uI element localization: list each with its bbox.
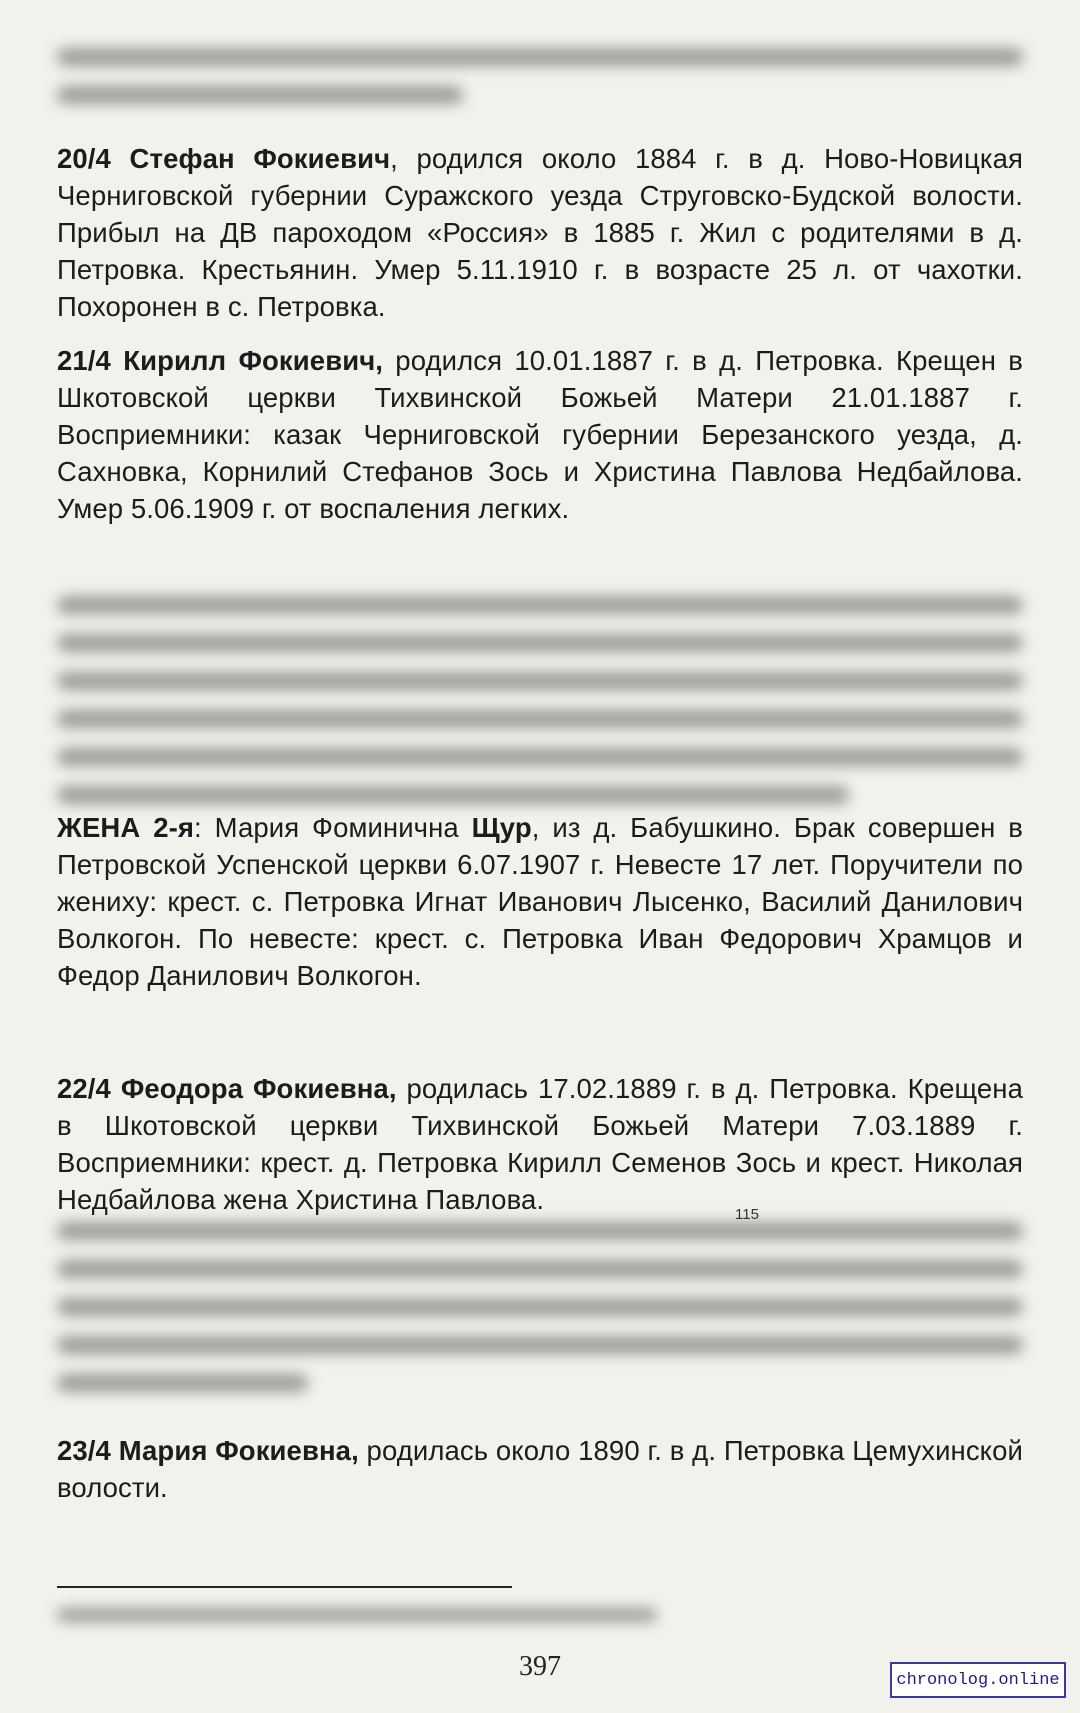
blurred-paragraph-wife1 [57,596,1023,824]
entry-heading: 21/4 Кирилл Фокиевич, [57,345,384,376]
entry-21-4 [57,342,1023,527]
entry-body: родилась около 1890 г. в д. Петровка Цемухинской волости. [57,1435,1023,1503]
footnote-rule [57,1586,512,1588]
blurred-footnote [57,1608,657,1642]
entry-heading: 23/4 Мария Фокиевна, [57,1435,359,1466]
entry-wife-2: ЖЕНА 2-я: Мария Фоминична Щур, из д. Бабушкино. Брак совершен в Петровской Успенской церкви 6.07.1907 г. Невесте 17 лет. Поручители по жениху: крест. с. Петровка Игнат Иванович Лысенко, Василий Данилович Волкогон. По невесте: крест. с. Петровка Иван Федорович Храмцов и Федор Данилович Волкогон. [57,812,1023,991]
wife-label: ЖЕНА 2-я [57,812,194,843]
blurred-paragraph-husband [57,1222,1023,1412]
entry-heading: 20/4 Стефан Фокиевич [57,143,391,174]
entry-20-4 [57,140,1023,325]
entry-body: родилась 17.02.1889 г. в д. Петровка. Крещена в Шкотовской церкви Тихвинской Божьей Матери 7.03.1889 г. Восприемники: крест. д. Петровка Кирилл Семенов Зось и крест. Николая Недбайлова жена Христина Павлова. [57,1073,1023,1215]
entry-23-4 [57,1432,1023,1506]
wife-surname: Щур [471,812,532,843]
footnote-marker: 115 [735,1206,759,1223]
entry-body: , родился около 1884 г. в д. Ново-Новицкая Черниговской губернии Суражского уезда Струговско-Будской волости. Прибыл на ДВ пароходом «Россия» в 1885 г. Жил с родителями в д. Петровка. Крестьянин. Умер 5.11.1910 г. в возрасте 25 л. от чахотки. Похоронен в с. Петровка. [57,143,1023,322]
entry-22-4 [57,1070,1023,1218]
entry-body: родился 10.01.1887 г. в д. Петровка. Крещен в Шкотовской церкви Тихвинской Божьей Матери 21.01.1887 г. Восприемники: казак Черниговской губернии Березанского уезда, д. Сахновка, Корнилий Стефанов Зось и Христина Павлова Недбайлова. Умер 5.06.1909 г. от воспаления легких. [57,345,1023,524]
blurred-paragraph-top [57,48,1023,124]
page-number: 397 [519,1651,561,1682]
entry-heading: 22/4 Феодора Фокиевна, [57,1073,397,1104]
watermark-badge: chronolog.online [890,1662,1066,1698]
